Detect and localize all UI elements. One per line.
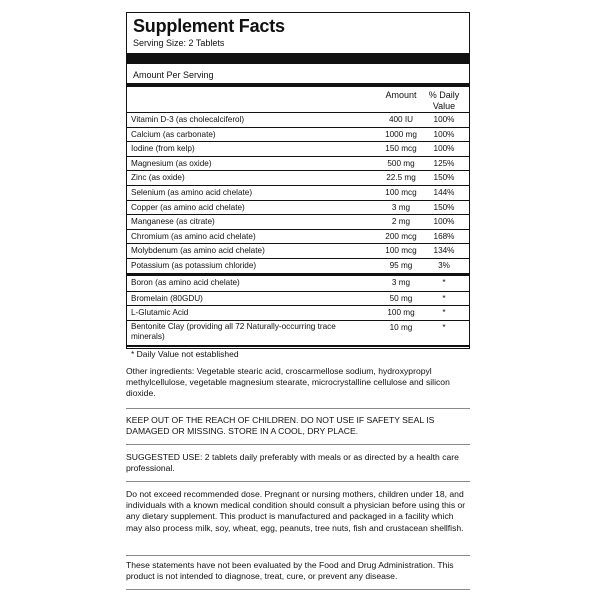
nutrient-row — [127, 243, 469, 258]
nutrient-name: Chromium (as amino acid chelate) — [131, 231, 256, 241]
ingredient-row — [127, 320, 469, 344]
ingredient-amount: 3 mg — [391, 278, 411, 287]
serving-size: Serving Size: 2 Tablets — [133, 38, 225, 48]
nutrient-daily-value: 100% — [433, 115, 455, 124]
nutrient-daily-value: 125% — [433, 158, 455, 168]
nutrient-amount: 100 mcg — [385, 246, 417, 256]
nutrient-amount: 22.5 mg — [386, 173, 416, 183]
nutrient-row — [127, 127, 469, 142]
ingredient-name: Boron (as amino acid chelate) — [131, 278, 240, 287]
nutrient-daily-value: 168% — [433, 231, 455, 241]
nutrient-name: Calcium (as carbonate) — [131, 129, 216, 139]
nutrient-name: Iodine (from kelp) — [131, 144, 195, 154]
divider — [126, 555, 470, 556]
amount-per-serving: Amount Per Serving — [133, 70, 214, 80]
nutrient-name: Molybdenum (as amino acid chelate) — [131, 246, 265, 256]
nutrient-amount: 150 mcg — [385, 144, 417, 154]
other-ingredients-text: Other ingredients: Vegetable stearic acid, croscarmellose sodium, hydroxypropyl methylcellulose, vegetable magnesium stearate, microcrystalline cellulose and silicon dioxide. — [126, 366, 450, 399]
ingredient-daily-value: * — [442, 278, 446, 287]
nutrient-row — [127, 200, 469, 215]
nutrient-daily-value: 100% — [433, 144, 455, 154]
nutrient-name: Selenium (as amino acid chelate) — [131, 187, 253, 197]
nutrient-daily-value: 150% — [433, 173, 455, 183]
ingredient-daily-value: * — [442, 308, 446, 318]
other-ingredient-rows — [127, 276, 469, 344]
nutrient-amount: 200 mcg — [385, 231, 417, 241]
nutrient-amount: 3 mg — [391, 202, 411, 212]
caution-text: Do not exceed recommended dose. Pregnant or nursing mothers, children under 18, and individuals with a known medical condition should consult a physician before using this or any dietary supplement. This product is manufactured and packaged in a facility which may also process milk, soy, wheat, egg, peanuts, tree nuts, fish and crustacean shellfish. — [126, 489, 466, 533]
nutrient-name: Manganese (as citrate) — [131, 217, 215, 227]
ingredient-name: L-Glutamic Acid — [131, 308, 189, 318]
ingredient-row — [127, 291, 469, 306]
facts-title: Supplement Facts — [133, 16, 285, 36]
nutrient-row — [127, 170, 469, 185]
nutrient-amount: 1000 mg — [385, 129, 417, 139]
nutrient-amount: 100 mcg — [385, 187, 417, 197]
supplement-facts-panel — [126, 12, 470, 359]
suggested-use-text: SUGGESTED USE: 2 tablets daily preferably with meals or as directed by a health care professional. — [126, 452, 459, 474]
nutrient-row — [127, 112, 469, 127]
daily-value-header-line1: % Daily — [428, 90, 460, 100]
nutrient-daily-value: 150% — [433, 202, 455, 212]
nutrient-row — [127, 185, 469, 200]
nutrient-daily-value: 134% — [433, 246, 455, 256]
nutrient-name: Potassium (as potassium chloride) — [131, 260, 257, 270]
nutrient-daily-value: 3% — [438, 260, 450, 270]
nutrient-amount: 95 mg — [389, 260, 413, 270]
nutrient-name: Vitamin D-3 (as cholecalciferol) — [131, 115, 245, 124]
nutrient-rows — [127, 112, 469, 273]
ingredient-amount: 10 mg — [389, 322, 413, 332]
nutrient-row — [127, 229, 469, 244]
divider — [126, 481, 470, 482]
warning-text: KEEP OUT OF THE REACH OF CHILDREN. DO NOT USE IF SAFETY SEAL IS DAMAGED OR MISSING. STORE IN A COOL, DRY PLACE. — [126, 415, 435, 437]
daily-value-header-line2: Value — [432, 101, 456, 111]
ingredient-amount: 100 mg — [387, 308, 415, 318]
ingredient-name: Bentonite Clay (providing all 72 Naturally-occurring trace minerals) — [131, 321, 336, 342]
ingredient-name: Bromelain (80GDU) — [131, 293, 203, 303]
nutrient-row — [127, 258, 469, 273]
column-header-amount: Amount — [385, 90, 417, 100]
nutrient-name: Zinc (as oxide) — [131, 173, 185, 183]
divider — [126, 589, 470, 590]
nutrient-name: Magnesium (as oxide) — [131, 158, 212, 168]
ingredient-amount: 50 mg — [389, 293, 413, 303]
nutrient-row — [127, 214, 469, 229]
ingredient-row — [127, 305, 469, 320]
footnote-divider — [127, 345, 469, 347]
nutrient-row — [127, 156, 469, 171]
ingredient-daily-value: * — [442, 293, 446, 303]
column-header-daily-value — [423, 90, 465, 112]
nutrient-amount: 400 IU — [388, 115, 414, 124]
divider — [126, 408, 470, 409]
supplement-label — [126, 0, 472, 600]
thick-divider — [127, 53, 469, 64]
nutrient-daily-value: 144% — [433, 187, 455, 197]
daily-value-footnote: * Daily Value not established — [131, 349, 239, 359]
nutrient-daily-value: 100% — [433, 129, 455, 139]
ingredient-row — [127, 276, 469, 291]
fda-disclaimer-text: These statements have not been evaluated by the Food and Drug Administration. This product is not intended to diagnose, treat, cure, or prevent any disease. — [126, 560, 454, 582]
ingredient-daily-value: * — [442, 322, 446, 332]
divider — [126, 444, 470, 445]
header-divider — [127, 83, 469, 87]
nutrient-daily-value: 100% — [433, 217, 455, 227]
nutrient-name: Copper (as amino acid chelate) — [131, 202, 245, 212]
nutrient-amount: 2 mg — [391, 217, 411, 227]
nutrient-row — [127, 141, 469, 156]
nutrient-amount: 500 mg — [387, 158, 415, 168]
